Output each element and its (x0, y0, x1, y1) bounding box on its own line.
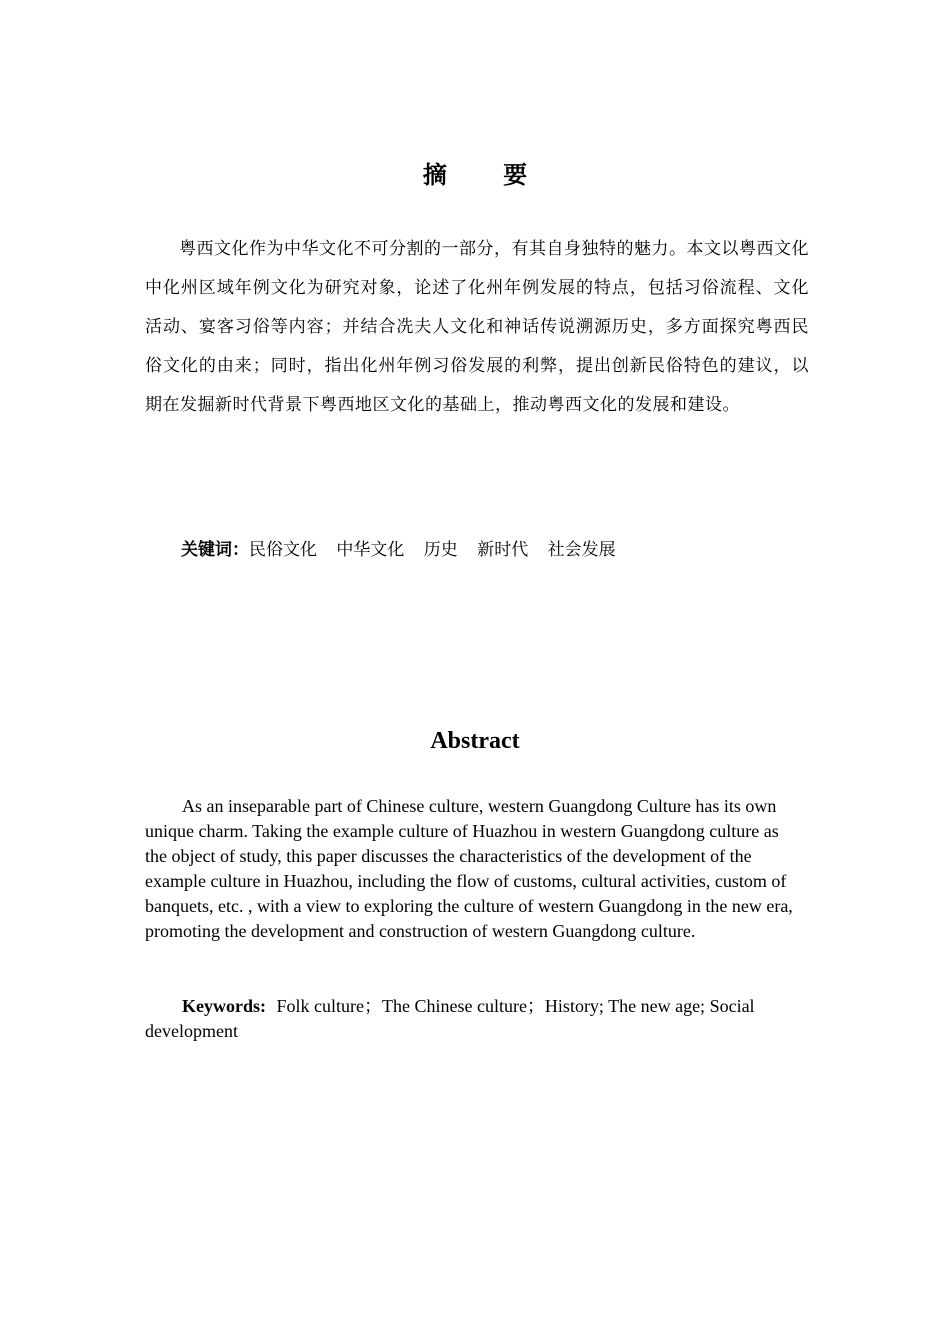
english-abstract-body: As an inseparable part of Chinese culture, western Guangdong Culture has its own unique charm. Taking the example culture of Huazhou in western Guangdong culture as the object of study, this paper discusses the characteristics of the development of the example culture in Huazhou, including the flow of customs, cultural activities, custom of banquets, etc. , with a view to exploring the culture of western Guangdong in the new era, promoting the development and construction of western Guangdong culture. (145, 796, 793, 941)
english-keywords-line (145, 994, 805, 1044)
chinese-keywords-line (181, 534, 821, 566)
english-keywords-list: Folk culture；The Chinese culture；History; The new age; Social development (145, 996, 755, 1041)
chinese-abstract-title: 摘 要 (422, 161, 552, 189)
chinese-abstract-body: 粤西文化作为中华文化不可分割的一部分，有其自身独特的魅力。本文以粤西文化中化州区域年例文化为研究对象，论述了化州年例发展的特点，包括习俗流程、文化活动、宴客习俗等内容；并结合冼夫人文化和神话传说溯源历史，多方面探究粤西民俗文化的由来；同时，指出化州年例习俗发展的利弊，提出创新民俗特色的建议，以期在发掘新时代背景下粤西地区文化的基础上，推动粤西文化的发展和建设。 (145, 239, 809, 415)
english-abstract-title: Abstract (430, 728, 520, 754)
chinese-keywords-label: 关键词： (181, 540, 249, 560)
english-keywords-label: Keywords: (182, 996, 266, 1016)
chinese-keywords-list: 民俗文化 中华文化 历史 新时代 社会发展 (249, 540, 616, 560)
